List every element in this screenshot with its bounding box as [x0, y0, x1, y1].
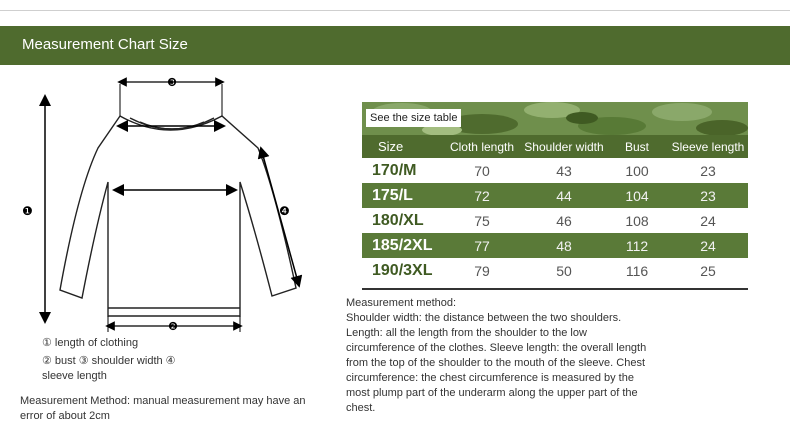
cloth-length-cell: 79 [474, 262, 490, 279]
method-text: Shoulder width: the distance between the two shoulders. Length: all the length from the shoulder to the low circumference of the clothes. Sleeve length: the overall length from the top of the shoulder to the mouth of the sleeve. Chest circumference: the chest circumference is measured by the most plump part of the underarm along the upper part of the chest. [346, 312, 647, 414]
col-header-bust: Bust [624, 139, 649, 154]
sleeve-length-cell: 24 [700, 212, 716, 229]
legend-line-3: sleeve length [42, 370, 107, 382]
method-title: Measurement method: [346, 297, 457, 309]
sleeve-length-cell: 25 [700, 262, 716, 279]
table-row [362, 233, 748, 258]
section-title: Measurement Chart Size [22, 36, 188, 53]
sleeve-length-cell: 23 [700, 187, 716, 204]
cloth-length-cell: 70 [474, 162, 490, 179]
shoulder-width-cell: 50 [556, 262, 572, 279]
col-header-cloth-length: Cloth length [449, 139, 515, 154]
shoulder-width-cell: 44 [556, 187, 572, 204]
bust-cell: 112 [625, 237, 649, 254]
table-header-row [362, 135, 748, 158]
table-row [362, 258, 748, 283]
marker-bust: ❷ [168, 320, 178, 333]
table-row [362, 183, 748, 208]
table-row [362, 158, 748, 183]
bust-cell: 108 [625, 212, 649, 229]
marker-sleeve: ❹ [279, 204, 290, 218]
legend-line-1: ① length of clothing [42, 337, 139, 349]
table-bottom-border [362, 288, 748, 290]
col-header-size: Size [378, 139, 404, 154]
sleeve-length-cell: 23 [700, 162, 716, 179]
cloth-length-cell: 75 [474, 212, 490, 229]
size-cell: 175/L [372, 186, 413, 204]
cloth-length-cell: 72 [474, 187, 490, 204]
measurement-error-note: Measurement Method: manual measurement may have an error of about 2cm [20, 395, 306, 422]
size-cell: 180/XL [372, 211, 424, 229]
size-table [362, 102, 748, 290]
sleeve-length-cell: 24 [700, 237, 716, 254]
size-cell: 170/M [372, 161, 417, 179]
diagram-legend [42, 334, 212, 382]
camo-banner [362, 102, 748, 135]
bust-cell: 100 [625, 162, 649, 179]
sweater-outline [60, 116, 296, 316]
top-divider [0, 10, 790, 11]
sweater-diagram [0, 70, 330, 340]
legend-line-2: ② bust ③ shoulder width ④ [42, 355, 176, 367]
col-header-sleeve-length: Sleeve length [671, 139, 745, 154]
bust-cell: 104 [625, 187, 649, 204]
marker-shoulder: ❸ [167, 76, 177, 89]
marker-length: ❶ [22, 204, 33, 218]
col-header-shoulder-width: Shoulder width [524, 139, 604, 154]
shoulder-width-cell: 43 [556, 162, 572, 179]
size-cell: 190/3XL [372, 261, 433, 279]
bust-cell: 116 [625, 262, 649, 279]
section-header [0, 26, 790, 65]
size-cell: 185/2XL [372, 236, 433, 254]
cloth-length-cell: 77 [474, 237, 490, 254]
shoulder-width-cell: 46 [556, 212, 572, 229]
size-table-tag: See the size table [366, 109, 461, 127]
shoulder-width-cell: 48 [556, 237, 572, 254]
table-row [362, 208, 748, 233]
measurement-method [346, 296, 656, 416]
